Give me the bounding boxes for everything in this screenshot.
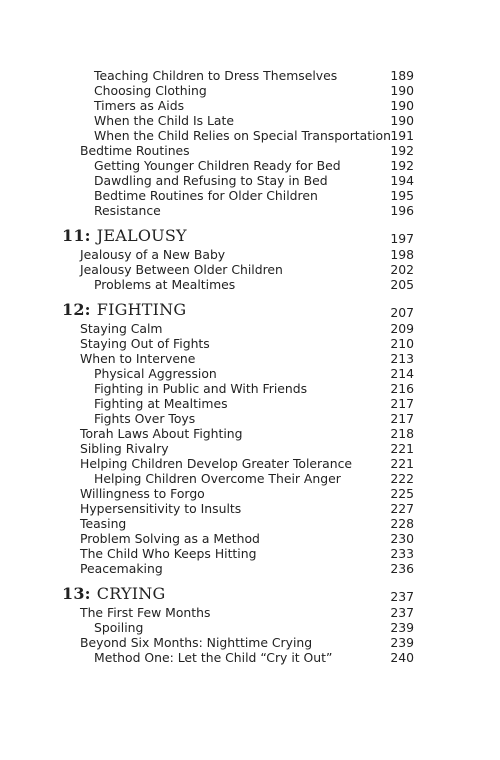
entry-title: Helping Children Overcome Their Anger (94, 471, 341, 486)
entry-title: Jealousy Between Older Children (80, 262, 283, 277)
toc-entry (94, 650, 414, 666)
toc-entry (94, 188, 414, 204)
entry-title: Problem Solving as a Method (80, 531, 260, 546)
toc-entry (80, 501, 414, 517)
page-number: 233 (390, 546, 414, 561)
chapter-title (62, 225, 187, 247)
entry-title: Fights Over Toys (94, 411, 196, 426)
toc-entry (80, 441, 414, 457)
chapter-number: 12: (62, 300, 91, 319)
chapter-heading (62, 299, 414, 321)
toc-entry (94, 411, 414, 427)
toc-entry (94, 396, 414, 412)
toc-entry (94, 277, 414, 293)
entry-title: Fighting in Public and With Friends (94, 381, 308, 396)
entry-title: The Child Who Keeps Hitting (80, 546, 257, 561)
page-number: 195 (390, 188, 414, 203)
page-number: 216 (390, 381, 414, 396)
chapter-heading (62, 583, 414, 605)
toc-entry (80, 143, 414, 159)
page-number: 236 (390, 561, 414, 576)
page-number: 222 (390, 471, 414, 486)
toc-entry (80, 426, 414, 442)
entry-title: When the Child Is Late (94, 113, 235, 128)
chapter-title (62, 583, 165, 605)
entry-title: Helping Children Develop Greater Tolerance (80, 456, 353, 471)
page-number: 237 (390, 605, 414, 620)
chapter-title (62, 299, 186, 321)
page-number: 227 (390, 501, 414, 516)
toc-entry (80, 516, 414, 532)
toc-entry (80, 336, 414, 352)
page-number: 194 (390, 173, 414, 188)
toc-entry (94, 158, 414, 174)
toc-entry (94, 203, 414, 219)
page-number: 228 (390, 516, 414, 531)
entry-title: Bedtime Routines for Older Children (94, 188, 318, 203)
page-number: 198 (390, 247, 414, 262)
toc-entry (94, 98, 414, 114)
page-number: 225 (390, 486, 414, 501)
page-number: 190 (390, 83, 414, 98)
chapter-number: 13: (62, 584, 91, 603)
page-number: 221 (390, 456, 414, 471)
chapter-number: 11: (62, 226, 91, 245)
page-number: 240 (390, 650, 414, 665)
entry-title: Method One: Let the Child “Cry it Out” (94, 650, 333, 665)
entry-title: Teaching Children to Dress Themselves (94, 68, 338, 83)
entry-title: Fighting at Mealtimes (94, 396, 228, 411)
entry-title: The First Few Months (80, 605, 211, 620)
page-number: 189 (390, 68, 414, 83)
page-number: 209 (390, 321, 414, 336)
page-number: 218 (390, 426, 414, 441)
entry-title: Spoiling (94, 620, 144, 635)
entry-title: Staying Out of Fights (80, 336, 210, 351)
toc-entry (94, 620, 414, 636)
toc-entry (80, 456, 414, 472)
toc-entry (94, 68, 414, 84)
toc-entry (94, 381, 414, 397)
toc-entry (94, 471, 414, 487)
toc-entry (80, 321, 414, 337)
entry-title: Staying Calm (80, 321, 163, 336)
page-number: 239 (390, 635, 414, 650)
entry-title: Torah Laws About Fighting (80, 426, 243, 441)
toc-entry (80, 351, 414, 367)
page-number: 217 (390, 411, 414, 426)
toc-entry (94, 83, 414, 99)
page-number: 192 (390, 158, 414, 173)
chapter-heading (62, 225, 414, 247)
toc-entry (94, 366, 414, 382)
toc-entry (80, 635, 414, 651)
page-number: 192 (390, 143, 414, 158)
toc-entry (80, 531, 414, 547)
entry-title: Physical Aggression (94, 366, 217, 381)
entry-title: When to Intervene (80, 351, 196, 366)
page-number: 191 (390, 128, 414, 143)
toc-entry (94, 113, 414, 129)
toc-entry (94, 128, 414, 144)
page-number: 196 (390, 203, 414, 218)
entry-title: Timers as Aids (94, 98, 185, 113)
entry-title: Peacemaking (80, 561, 163, 576)
entry-title: Bedtime Routines (80, 143, 190, 158)
entry-title: Beyond Six Months: Nighttime Crying (80, 635, 313, 650)
page-number: 205 (390, 277, 414, 292)
page-number: 239 (390, 620, 414, 635)
toc-entry (80, 561, 414, 577)
page-number: 213 (390, 351, 414, 366)
entry-title: Hypersensitivity to Insults (80, 501, 242, 516)
entry-title: Willingness to Forgo (80, 486, 205, 501)
page-number: 221 (390, 441, 414, 456)
toc-entry (80, 605, 414, 621)
page-number: 230 (390, 531, 414, 546)
entry-title: Getting Younger Children Ready for Bed (94, 158, 341, 173)
toc-entry (94, 173, 414, 189)
page-number: 207 (390, 305, 414, 320)
chapter-title-text: FIGHTING (96, 300, 187, 319)
toc-entry (80, 486, 414, 502)
chapter-title-text: CRYING (96, 584, 166, 603)
entry-title: Sibling Rivalry (80, 441, 169, 456)
page-number: 190 (390, 98, 414, 113)
page-number: 237 (390, 589, 414, 604)
entry-title: Choosing Clothing (94, 83, 207, 98)
entry-title: Jealousy of a New Baby (80, 247, 226, 262)
entry-title: Teasing (80, 516, 127, 531)
entry-title: Dawdling and Refusing to Stay in Bed (94, 173, 328, 188)
page-number: 217 (390, 396, 414, 411)
page-number: 197 (390, 231, 414, 246)
toc-entry (80, 262, 414, 278)
toc-entry (80, 247, 414, 263)
entry-title: When the Child Relies on Special Transportation (94, 128, 391, 143)
page-number: 190 (390, 113, 414, 128)
page-number: 214 (390, 366, 414, 381)
entry-title: Problems at Mealtimes (94, 277, 236, 292)
entry-title: Resistance (94, 203, 161, 218)
page-number: 202 (390, 262, 414, 277)
toc-entry (80, 546, 414, 562)
page-number: 210 (390, 336, 414, 351)
chapter-title-text: JEALOUSY (96, 226, 187, 245)
